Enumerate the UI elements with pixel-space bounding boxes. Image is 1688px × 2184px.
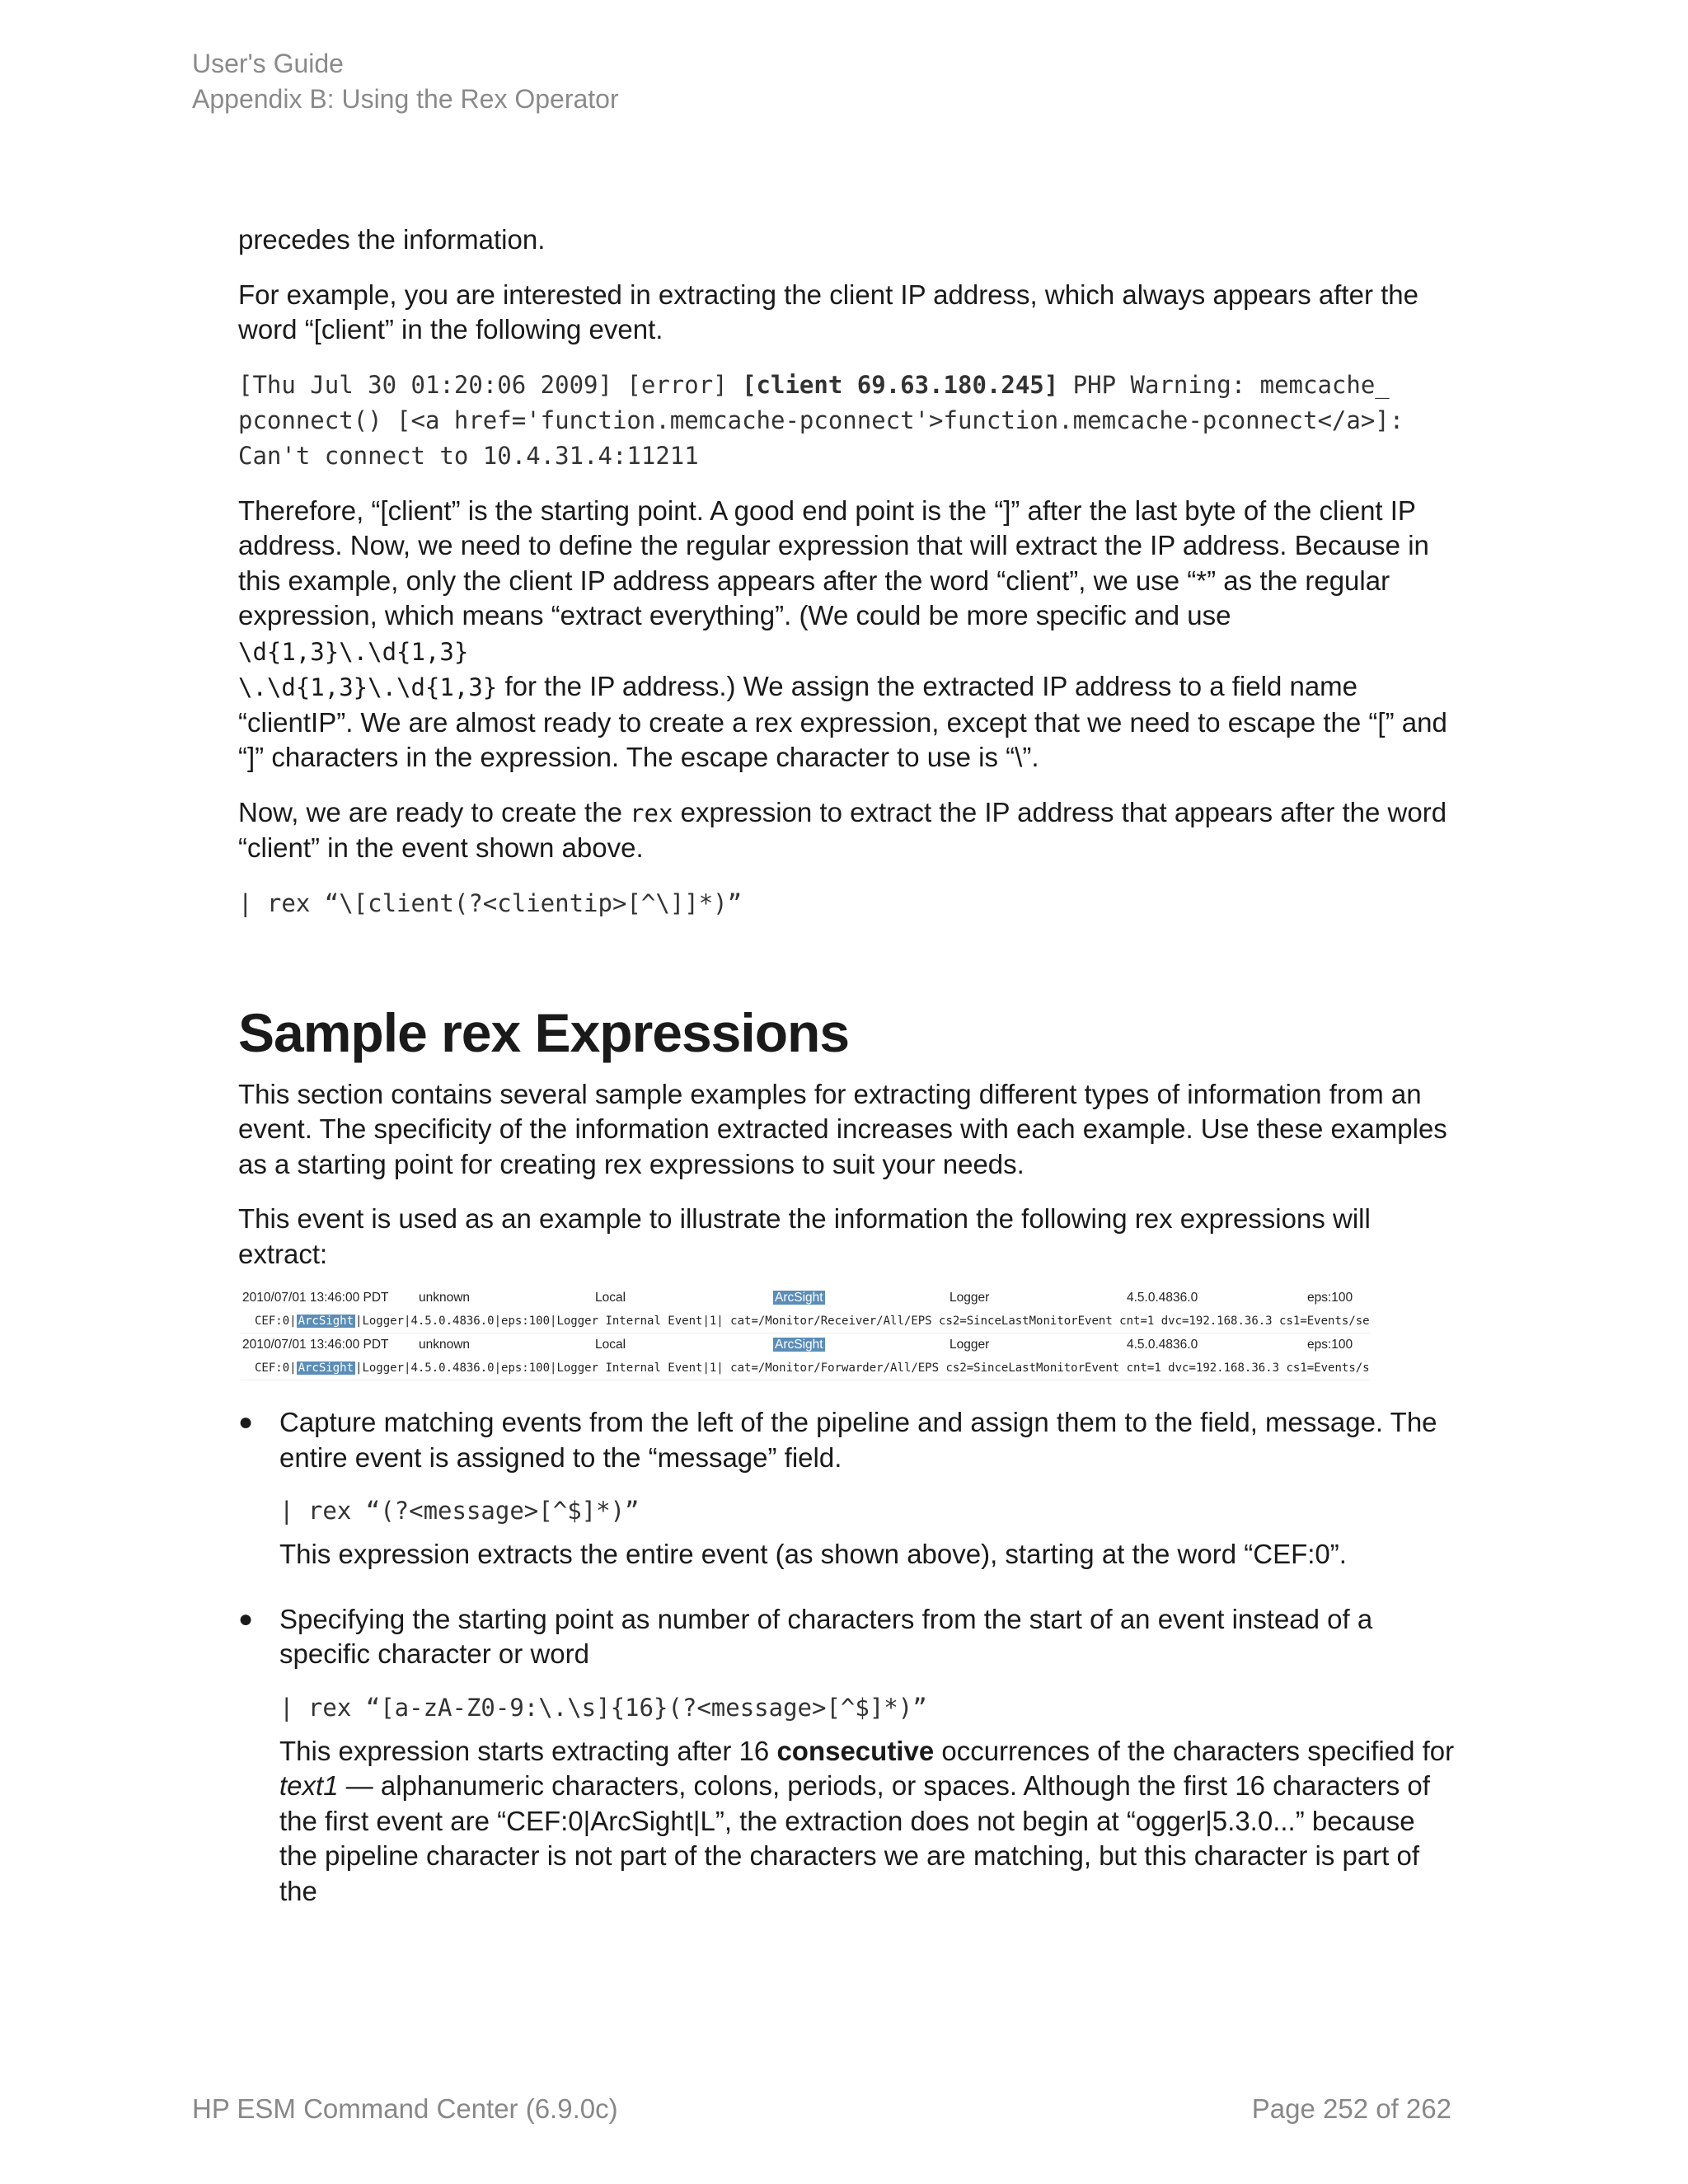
example-list: [238, 1405, 1458, 1909]
event-log-screenshot: [240, 1286, 1371, 1380]
event-row: [240, 1286, 1371, 1333]
event-field: unknown: [419, 1291, 471, 1305]
bullet-icon: ●: [238, 1605, 254, 1633]
paragraph: This section contains several sample examples for extracting different types of information from an event. The specificity of the information extracted increases with each example. Use these examples as a starting point for creating rex expressions to suit your needs.: [238, 1078, 1447, 1179]
note-text: — alphanumeric characters, colons, periods, or spaces. Although the first 16 characters of the first event are “CEF:0|ArcSight|L”, the extraction does not begin at “ogger|5.3.0...” because the pipeline character is not part of the characters we are matching, but this character is part of the: [279, 1770, 1430, 1906]
event-raw-row: [240, 1357, 1371, 1380]
paragraph: precedes the information.: [238, 224, 546, 255]
raw-text: CEF:0|: [255, 1315, 297, 1328]
list-item: [238, 1405, 1458, 1572]
code-text: [Thu Jul 30 01:20:06 2009] [error]: [238, 370, 743, 399]
note-bold: consecutive: [776, 1735, 935, 1766]
inline-code: rex: [630, 799, 673, 827]
event-version: 4.5.0.4836.0: [1127, 1291, 1198, 1305]
note-italic: text1: [279, 1770, 339, 1801]
event-product: Logger: [950, 1291, 990, 1305]
event-raw-row: [240, 1310, 1371, 1333]
code-block-event: [238, 368, 1458, 474]
raw-text: |Logger|4.5.0.4836.0|eps:100|Logger Internal Event|1| cat=/Monitor/Forwarder/All/EPS cs2=SinceLastMonitorEvent cnt=1 dvc=192.168.36.3 cs1=Events/s: [355, 1361, 1370, 1375]
list-item: [238, 1602, 1458, 1910]
raw-highlight: ArcSight: [298, 1315, 354, 1328]
event-time: 2010/07/01 13:46:00 PDT: [242, 1291, 389, 1305]
event-summary-row: [240, 1286, 1371, 1310]
bullet-icon: ●: [238, 1408, 254, 1436]
paragraph-text: Now, we are ready to create the: [238, 796, 631, 827]
paragraph-text: for the IP address.) We assign the extracted IP address to a field name “clientIP”. We are almost ready to create a rex expression, except that we need to escape the “[” and “]” characters in the expression. The escape character to use is “\”.: [238, 671, 1447, 772]
event-product: Logger: [950, 1338, 990, 1352]
list-item-text: Capture matching events from the left of the pipeline and assign them to the field, message. The entire event is assigned to the “message” field.: [279, 1407, 1437, 1473]
code-text: PHP Warning: memcache_: [1058, 370, 1390, 399]
code-block-rex: | rex “\[client(?<clientip>[^\]]*)”: [238, 888, 743, 917]
guide-title: User's Guide: [192, 49, 344, 78]
note-text: occurrences of the characters specified for: [934, 1735, 1455, 1766]
event-time: 2010/07/01 13:46:00 PDT: [242, 1338, 389, 1352]
event-row: [240, 1333, 1371, 1380]
event-field: Local: [595, 1338, 626, 1352]
page-header: [192, 46, 619, 117]
inline-code: \.\d{1,3}\.\d{1,3}: [238, 673, 498, 701]
main-content: [238, 223, 1458, 1909]
code-line: pconnect() [<a href='function.memcache-pconnect'>function.memcache-pconnect</a>]:: [238, 405, 1404, 434]
paragraph-text: expression to extract the IP address that appears after the word “client” in the event shown above.: [238, 796, 1447, 863]
code-line: Can't connect to 10.4.31.4:11211: [238, 441, 699, 470]
list-item-note: This expression extracts the entire event (as shown above), starting at the word “CEF:0”.: [279, 1539, 1347, 1569]
list-item-note: [279, 1734, 1458, 1910]
paragraph: This event is used as an example to illustrate the information the following rex expressions will extract:: [238, 1203, 1371, 1269]
list-item-text: Specifying the starting point as number of characters from the start of an event instead of a specific character or word: [279, 1603, 1373, 1669]
event-eps: eps:100: [1307, 1338, 1353, 1352]
footer-page-number: Page 252 of 262: [1251, 2093, 1451, 2124]
event-eps: eps:100: [1307, 1291, 1353, 1305]
paragraph: [238, 795, 1458, 866]
footer-product: HP ESM Command Center (6.9.0c): [192, 2093, 618, 2124]
raw-text: CEF:0|: [255, 1361, 297, 1375]
note-text: This expression starts extracting after 16: [279, 1735, 777, 1766]
paragraph: [238, 494, 1458, 776]
paragraph: For example, you are interested in extracting the client IP address, which always appears after the word “[client” in the following event.: [238, 279, 1418, 344]
section-heading: Sample rex Expressions: [238, 1001, 850, 1063]
raw-text: |Logger|4.5.0.4836.0|eps:100|Logger Internal Event|1| cat=/Monitor/Receiver/All/EPS cs2=SinceLastMonitorEvent cnt=1 dvc=192.168.36.3 cs1=Events/se: [355, 1315, 1370, 1328]
event-vendor: ArcSight: [775, 1291, 823, 1305]
event-version: 4.5.0.4836.0: [1127, 1338, 1198, 1352]
event-summary-row: [240, 1333, 1371, 1357]
code-bold-text: [client 69.63.180.245]: [742, 370, 1059, 399]
code-block-rex: | rex “[a-zA-Z0-9:\.\s]{16}(?<message>[^$]*)”: [279, 1693, 927, 1722]
paragraph-text: Therefore, “[client” is the starting point. A good end point is the “]” after the last byte of the client IP address. Now, we need to define the regular expression that will extract the IP address. Because in this example, only the client IP address appears after the word “client”, we use “*” as the regular expression, which means “extract everything”. (We could be more specific and use: [238, 494, 1429, 630]
inline-code: \d{1,3}\.\d{1,3}: [238, 637, 469, 666]
event-vendor: ArcSight: [775, 1338, 823, 1352]
appendix-title: Appendix B: Using the Rex Operator: [192, 84, 619, 114]
raw-highlight: ArcSight: [298, 1361, 354, 1375]
code-block-rex: | rex “(?<message>[^$]*)”: [279, 1497, 640, 1525]
event-field: unknown: [419, 1338, 471, 1352]
event-field: Local: [595, 1291, 626, 1305]
